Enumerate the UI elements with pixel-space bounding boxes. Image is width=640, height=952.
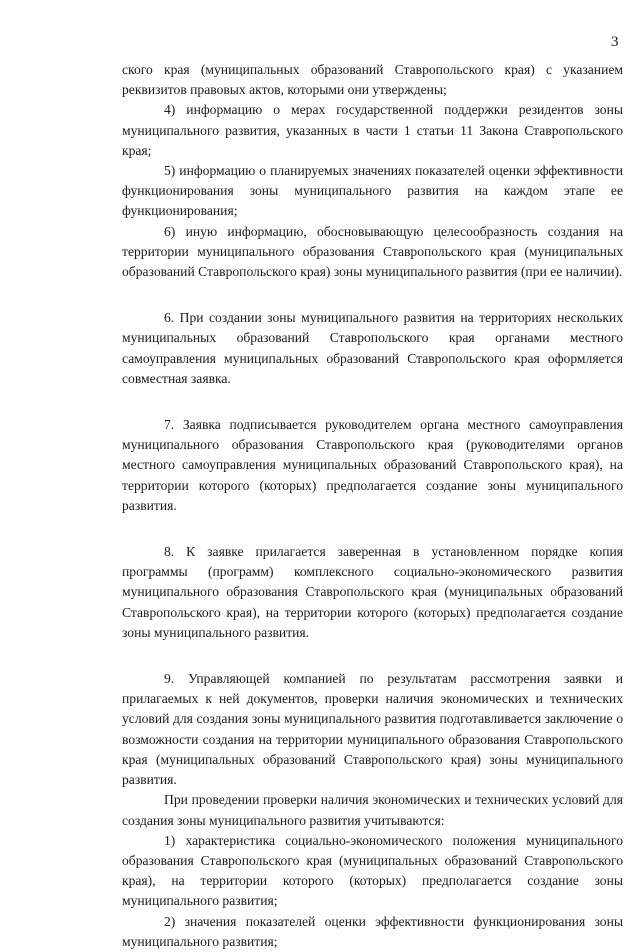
paragraph: 2) значения показателей оценки эффективности функционирования зоны муниципального развития; (122, 913, 623, 949)
paragraph: 6. При создании зоны муниципального развития на территориях нескольких муниципальных образований Ставропольского края органами местного самоуправления муниципальных образований Ставропольского края оформляется совместная заявка. (122, 310, 623, 386)
paragraph: 5) информацию о планируемых значениях показателей оценки эффективности функционирования зоны муниципального развития на каждом этапе ее функционирования; (122, 163, 623, 219)
paragraph: 9. Управляющей компанией по результатам рассмотрения заявки и прилагаемых к ней документов, проверки наличия экономических и технических условий для создания зоны муниципального развития подготавливается заключение о возможности создания на территории муниципального образования Ставропольского края (муниципальных образований Ставропольского края) зоны муниципального развития. (122, 671, 623, 788)
paragraph: 4) информацию о мерах государственной поддержки резидентов зоны муниципального развития, указанных в части 1 статьи 11 Закона Ставропольского края; (122, 102, 623, 158)
paragraph: 8. К заявке прилагается заверенная в установленном порядке копия программы (программ) комплексного социально-экономического развития муниципального образования Ставропольского края (муниципальных образований Ставропольского края), на территории которого (которых) предполагается создание зоны муниципального развития. (122, 544, 623, 640)
paragraph: При проведении проверки наличия экономических и технических условий для создания зоны муниципального развития учитываются: (122, 792, 623, 828)
document-body (122, 60, 623, 952)
paragraph: 1) характеристика социально-экономического положения муниципального образования Ставропольского края (муниципальных образований Ставропольского края), на территории которого (которых) предполагается создание зоны муниципального развития; (122, 832, 623, 909)
paragraph: 6) иную информацию, обосновывающую целесообразность создания на территории муниципального образования Ставропольского края (муниципальных образований Ставропольского края) зоны муниципального развития (при ее наличии). (122, 223, 623, 280)
page-number: 3 (611, 34, 619, 50)
paragraph: ского края (муниципальных образований Ставропольского края) с указанием реквизитов правовых актов, которыми они утверждены; (122, 62, 623, 98)
paragraph: 7. Заявка подписывается руководителем органа местного самоуправления муниципального образования Ставропольского края (руководителями органов местного самоуправления муниципальных образований Ставропольского края), на территории которого (которых) предполагается создание зоны муниципального развития. (122, 417, 623, 513)
